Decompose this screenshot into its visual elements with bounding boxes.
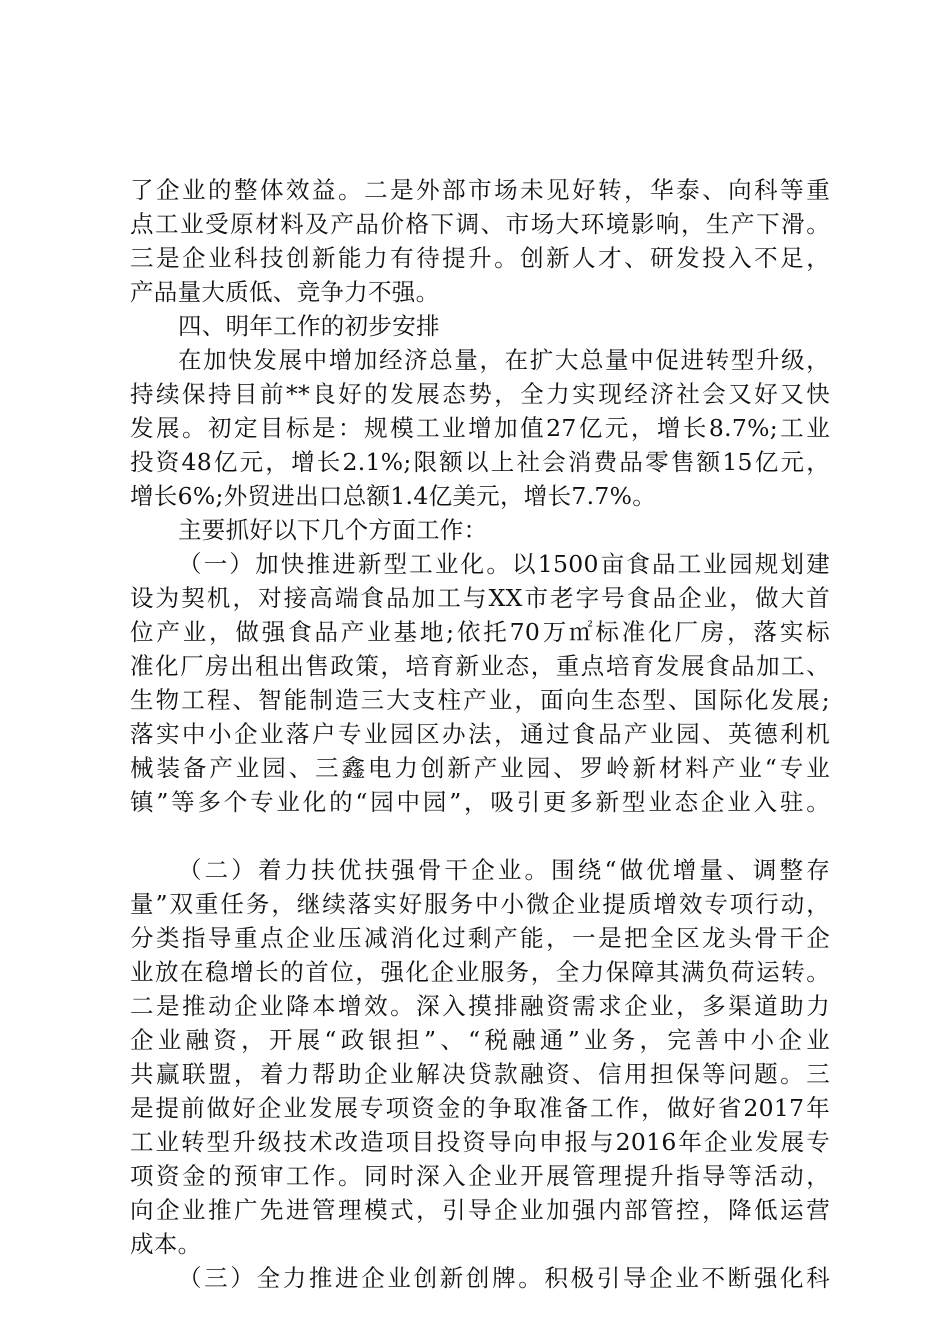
body-text-line: 三是企业科技创新能力有待提升。创新人才、研发投入不足， <box>130 244 830 272</box>
body-text-line: 是提前做好企业发展专项资金的争取准备工作，做好省2017年 <box>130 1094 830 1122</box>
body-text-line: 点工业受原材料及产品价格下调、市场大环境影响，生产下滑。 <box>130 210 830 238</box>
body-text-line: 发展。初定目标是：规模工业增加值27亿元，增长8.7%;工业 <box>130 414 830 442</box>
body-text-line: 持续保持目前**良好的发展态势，全力实现经济社会又好又快 <box>130 380 830 408</box>
body-text-line: 生物工程、智能制造三大支柱产业，面向生态型、国际化发展; <box>130 686 830 714</box>
body-text-line: 工业转型升级技术改造项目投资导向申报与2016年企业发展专 <box>130 1128 830 1156</box>
body-text-line: 向企业推广先进管理模式，引导企业加强内部管控，降低运营 <box>130 1196 830 1224</box>
body-text-line: 量”双重任务，继续落实好服务中小微企业提质增效专项行动， <box>130 890 830 918</box>
body-text-line: 企业融资，开展“政银担”、“税融通”业务，完善中小企业 <box>130 1026 830 1054</box>
body-text-line: 械装备产业园、三鑫电力创新产业园、罗岭新材料产业“专业 <box>130 754 830 782</box>
body-text-line: 了企业的整体效益。二是外部市场未见好转，华泰、向科等重 <box>130 176 830 204</box>
body-text-line: 设为契机，对接高端食品加工与XX市老字号食品企业，做大首 <box>130 584 830 612</box>
body-text-line: 投资48亿元，增长2.1%;限额以上社会消费品零售额15亿元， <box>130 448 830 476</box>
body-text-line: 在加快发展中增加经济总量，在扩大总量中促进转型升级， <box>178 346 830 374</box>
body-text-line: （二）着力扶优扶强骨干企业。围绕“做优增量、调整存 <box>178 856 830 884</box>
body-text-line: 增长6%;外贸进出口总额1.4亿美元，增长7.7%。 <box>130 482 657 510</box>
body-text-line: 产品量大质低、竞争力不强。 <box>130 278 440 306</box>
body-text-line: 主要抓好以下几个方面工作： <box>178 516 488 544</box>
body-text-line: 落实中小企业落户专业园区办法，通过食品产业园、英德利机 <box>130 720 830 748</box>
body-text-line: 准化厂房出租出售政策，培育新业态，重点培育发展食品加工、 <box>130 652 830 680</box>
body-text-line: 位产业，做强食品产业基地;依托70万㎡标准化厂房，落实标 <box>130 618 830 646</box>
body-text-line: 分类指导重点企业压减消化过剩产能，一是把全区龙头骨干企 <box>130 924 830 952</box>
body-text-line: （三）全力推进企业创新创牌。积极引导企业不断强化科 <box>178 1264 830 1292</box>
body-text-line: 共赢联盟，着力帮助企业解决贷款融资、信用担保等问题。三 <box>130 1060 830 1088</box>
body-text-line: （一）加快推进新型工业化。以1500亩食品工业园规划建 <box>178 550 830 578</box>
body-text-line: 项资金的预审工作。同时深入企业开展管理提升指导等活动， <box>130 1162 830 1190</box>
body-text-line: 成本。 <box>130 1230 202 1258</box>
section-heading: 四、明年工作的初步安排 <box>178 312 440 340</box>
body-text-line: 镇”等多个专业化的“园中园”，吸引更多新型业态企业入驻。 <box>130 788 830 816</box>
body-text-line: 业放在稳增长的首位，强化企业服务，全力保障其满负荷运转。 <box>130 958 830 986</box>
body-text-line: 二是推动企业降本增效。深入摸排融资需求企业，多渠道助力 <box>130 992 830 1020</box>
